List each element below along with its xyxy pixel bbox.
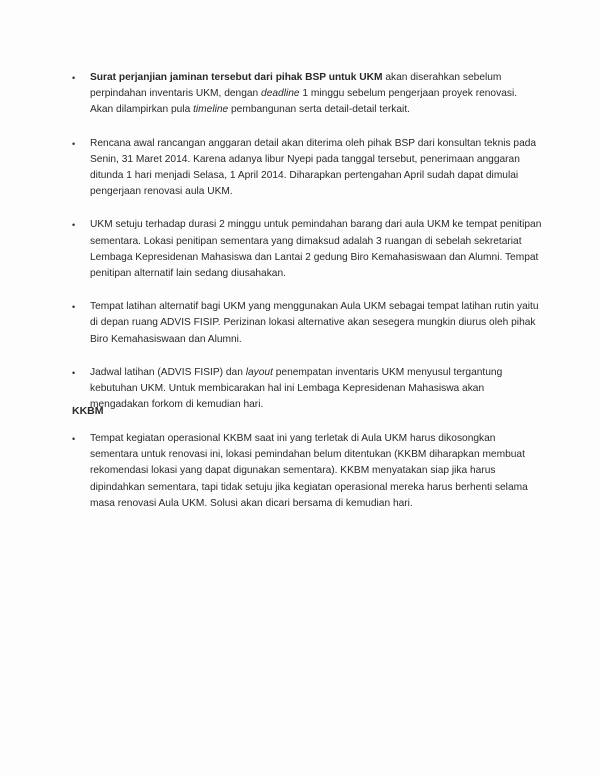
item-text [90,72,517,115]
bullet-icon: • [72,367,76,378]
item-text [90,367,502,410]
text-run: penempatan inventaris UKM menyusul tergantung kebutuhan UKM. Untuk membicarakan hal ini Lembaga Kepresidenan Mahasiswa akan mengadakan forkom di kemudian hari. [90,366,503,411]
list-item [72,365,542,414]
italic-term: deadline [261,88,300,100]
item-text: Rencana awal rancangan anggaran detail akan diterima oleh pihak BSP dari konsultan teknis pada Senin, 31 Maret 2014. Karena adanya libur Nyepi pada tanggal tersebut, penerimaan anggaran ditunda 1 hari menjadi Selasa, 1 April 2014. Diharapkan pertengahan April sudah dapat dimulai pengerjaan renovasi aula UKM. [90,137,537,198]
bullet-list-ukm [72,70,542,430]
text-run: 1 minggu sebelum pengerjaan proyek renovasi. Akan dilampirkan pula [90,88,518,116]
item-text: Tempat kegiatan operasional KKBM saat ini yang terletak di Aula UKM harus dikosongkan sementara untuk renovasi ini, lokasi pemindahan belum ditentukan (KKBM diharapkan membuat rekomendasi lokasi yang dapat digunakan sementara). KKBM menyatakan siap jika harus dipindahkan sementara, tapi tidak setuju jika kegiatan operasional mereka harus berhenti selama masa renovasi Aula UKM. Solusi akan dicari bersama di kemudian hari. [90,433,528,509]
bullet-icon: • [72,302,76,313]
bullet-icon: • [72,220,76,231]
list-item [72,431,542,512]
bullet-icon: • [72,138,76,149]
item-text: UKM setuju terhadap durasi 2 minggu untuk pemindahan barang dari aula UKM ke tempat penitipan sementara. Lokasi penitipan sementara yang dimaksud adalah 3 ruangan di sebelah sekretariat Lembaga Kepresidenan Mahasiswa dan Lantai 2 gedung Biro Kemahasiswaan dan Alumni. Tempat penitipan alternatif lain sedang diusahakan. [90,219,542,280]
italic-term: timeline [193,104,229,116]
list-item [72,217,542,282]
italic-term: layout [245,366,273,378]
list-item [72,70,542,119]
bullet-icon: • [72,434,76,444]
section-heading: KKBM [72,405,104,417]
text-run: Jadwal latihan (ADVIS FISIP) dan [90,366,246,378]
text-run: pembangunan serta detail-detail terkait. [228,104,410,116]
item-text: Tempat latihan alternatif bagi UKM yang menggunakan Aula UKM sebagai tempat latihan rutin yaitu di depan ruang ADVIS FISIP. Perizinan lokasi alternative akan sesegera mungkin diurus oleh pihak Biro Kemahasiswaan dan Alumni. [90,301,539,345]
list-item [72,299,542,348]
text-run: akan diserahkan sebelum perpindahan inventaris UKM, dengan [90,72,502,100]
list-item [72,136,542,201]
bullet-icon: • [72,73,76,83]
bold-lead: Surat perjanjian jaminan tersebut dari pihak BSP untuk UKM [90,72,383,83]
bullet-list-kkbm [72,431,542,529]
